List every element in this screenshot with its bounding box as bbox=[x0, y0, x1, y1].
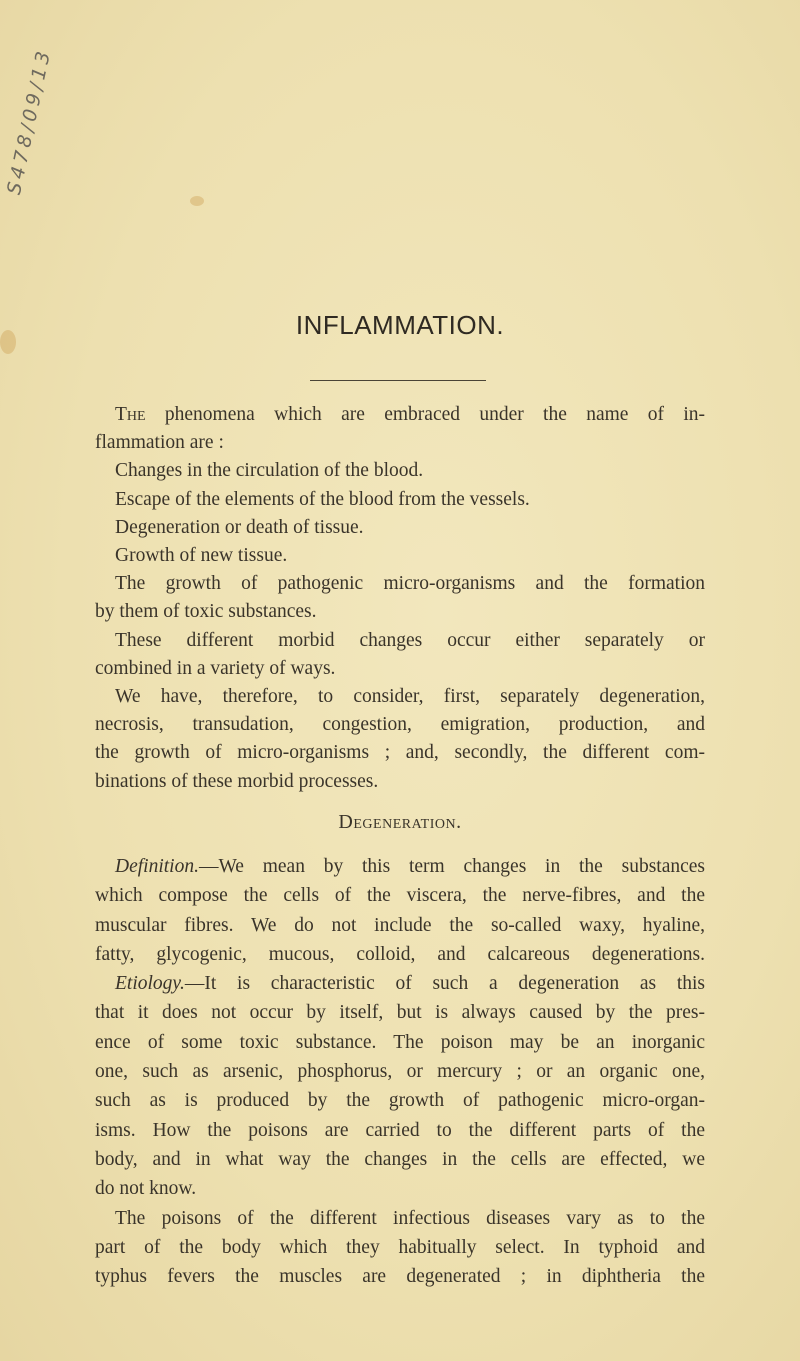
text-line: ence of some toxic substance. The poison may be an inorganic bbox=[95, 1031, 705, 1053]
etiology-label: Etiology. bbox=[115, 973, 185, 995]
text-line: Growth of new tissue. bbox=[115, 545, 288, 567]
text-line: typhus fevers the muscles are degenerated ; in diphtheria the bbox=[95, 1266, 705, 1288]
text-line: muscular fibres. We do not include the so-called waxy, hyaline, bbox=[95, 914, 705, 936]
text-line: part of the body which they habitually select. In typhoid and bbox=[95, 1236, 705, 1258]
handwritten-margin-note: S478/09/13 bbox=[3, 45, 56, 197]
text-line: the growth of micro-organisms ; and, secondly, the different com- bbox=[95, 742, 705, 764]
intro-text bbox=[95, 401, 705, 796]
lead-word: The bbox=[115, 404, 146, 425]
text-fragment: —It is characteristic of such a degeneration as this bbox=[184, 973, 705, 995]
text-line bbox=[95, 969, 705, 998]
text-line: which compose the cells of the viscera, the nerve-fibres, and the bbox=[95, 885, 705, 907]
chapter-title: INFLAMMATION. bbox=[295, 310, 505, 340]
text-fragment: —We mean by this term changes in the substances bbox=[198, 856, 705, 877]
text-line: Changes in the circulation of the blood. bbox=[115, 460, 424, 482]
text-line: body, and in what way the changes in the cells are effected, we bbox=[95, 1148, 705, 1170]
text-line: The poisons of the different infectious diseases vary as to the bbox=[115, 1207, 705, 1229]
text-line: one, such as arsenic, phosphorus, or mercury ; or an organic one, bbox=[95, 1061, 705, 1083]
text-line: Degeneration or death of tissue. bbox=[115, 516, 364, 538]
section-heading: Degeneration. bbox=[338, 811, 462, 833]
text-line: necrosis, transudation, congestion, emigration, production, and bbox=[95, 714, 705, 736]
section-text bbox=[95, 852, 705, 1291]
text-fragment: phenomena which are embraced under the name of in- bbox=[145, 404, 705, 425]
text-line: that it does not occur by itself, but is always caused by the pres- bbox=[95, 1002, 705, 1024]
text-line bbox=[95, 852, 705, 881]
stain bbox=[190, 196, 204, 206]
text-line: The growth of pathogenic micro-organisms and the formation bbox=[115, 573, 705, 595]
text-line: combined in a variety of ways. bbox=[95, 657, 336, 679]
text-line: flammation are : bbox=[95, 432, 224, 454]
text-line: These different morbid changes occur either separately or bbox=[115, 629, 705, 651]
text-line: by them of toxic substances. bbox=[95, 601, 317, 623]
text-line: do not know. bbox=[95, 1178, 197, 1200]
text-line: isms. How the poisons are carried to the different parts of the bbox=[95, 1119, 705, 1141]
text-line: such as is produced by the growth of pathogenic micro-organ- bbox=[95, 1090, 705, 1112]
definition-label: Definition. bbox=[115, 856, 199, 877]
text-line: We have, therefore, to consider, first, separately degeneration, bbox=[115, 686, 705, 708]
text-line bbox=[95, 401, 705, 429]
title-rule bbox=[310, 380, 486, 381]
text-line: binations of these morbid processes. bbox=[95, 770, 379, 792]
text-line: fatty, glycogenic, mucous, colloid, and calcareous degenerations. bbox=[95, 943, 705, 965]
text-line: Escape of the elements of the blood from the vessels. bbox=[115, 488, 530, 510]
